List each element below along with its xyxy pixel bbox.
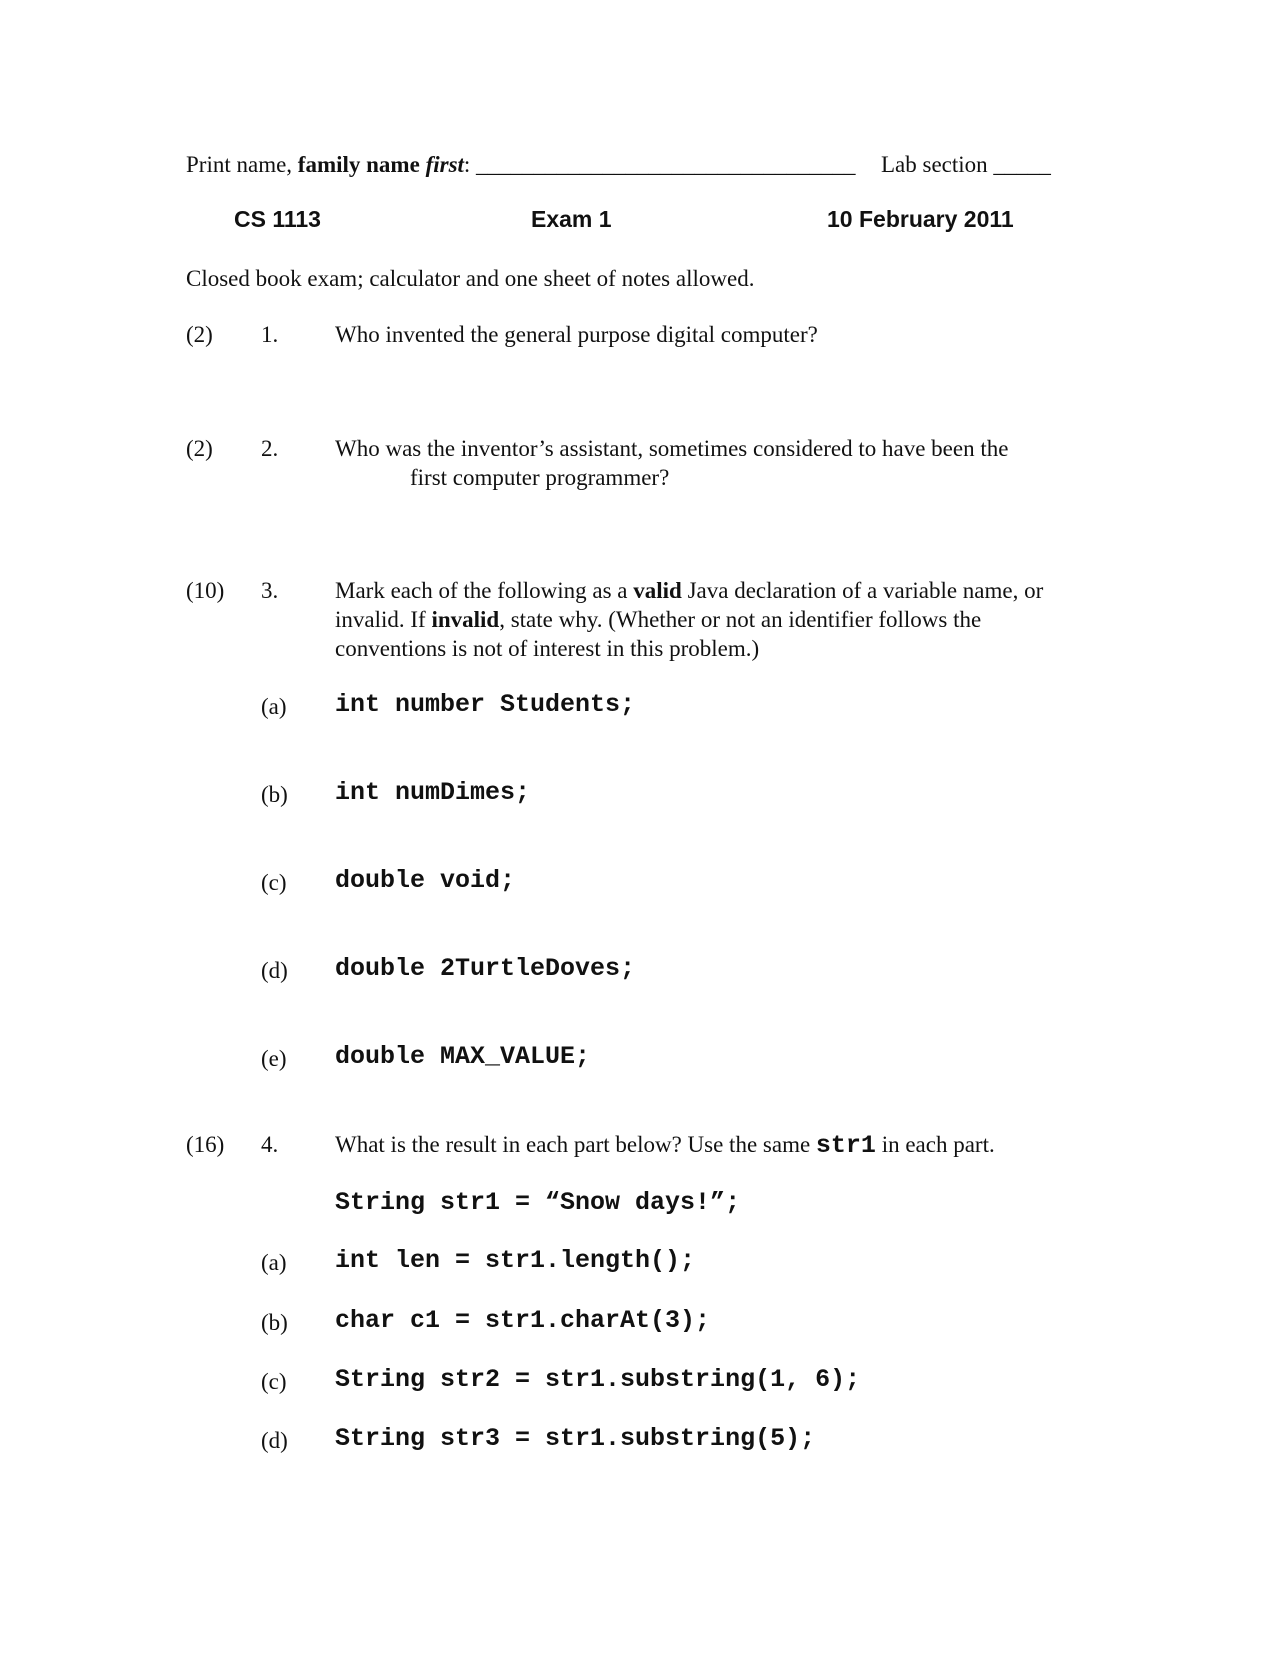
- q1-text: Who invented the general purpose digital computer?: [335, 322, 818, 347]
- q3d-code: double 2TurtleDoves;: [335, 954, 636, 983]
- q4-points: (16): [186, 1132, 225, 1157]
- q4-given-code: String str1 = “Snow days!”;: [335, 1188, 741, 1217]
- q3e-label: (e): [261, 1046, 287, 1071]
- q2-number: 2.: [261, 436, 279, 461]
- q4-text: [335, 1130, 995, 1160]
- q3-number: 3.: [261, 578, 279, 603]
- q4d-label: (d): [261, 1428, 288, 1453]
- exam-date: 10 February 2011: [827, 206, 1014, 232]
- q4-text-part1: What is the result in each part below? Use the same: [335, 1132, 816, 1157]
- q3c-label: (c): [261, 870, 287, 895]
- q4-text-part2: in each part.: [875, 1132, 995, 1157]
- name-suffix: :: [463, 152, 477, 177]
- course-title: CS 1113: [234, 206, 321, 232]
- q4b-label: (b): [261, 1310, 288, 1335]
- name-line: [186, 150, 856, 179]
- lab-label: Lab section: [881, 152, 994, 177]
- q4c-label: (c): [261, 1369, 287, 1394]
- q2-text-line1: Who was the inventor’s assistant, sometimes considered to have been the: [335, 436, 1009, 461]
- q4a-label: (a): [261, 1250, 287, 1275]
- q4a-code: int len = str1.length();: [335, 1246, 696, 1275]
- name-bold-italic: first: [425, 152, 464, 177]
- q3b-code: int numDimes;: [335, 778, 531, 807]
- name-blank: _________________________________: [476, 152, 856, 177]
- exam-title: Exam 1: [531, 206, 612, 232]
- q3e-code: double MAX_VALUE;: [335, 1042, 591, 1071]
- instructions: Closed book exam; calculator and one sheet of notes allowed.: [186, 266, 755, 291]
- name-bold: family name: [297, 152, 420, 177]
- q3-text-part1: Mark each of the following as a: [335, 578, 634, 603]
- q3d-label: (d): [261, 958, 288, 983]
- q3-points: (10): [186, 578, 225, 603]
- q2-text-line2: first computer programmer?: [410, 465, 670, 490]
- q4b-code: char c1 = str1.charAt(3);: [335, 1306, 711, 1335]
- lab-section-line: [881, 150, 1051, 179]
- q3c-code: double void;: [335, 866, 516, 895]
- q3a-label: (a): [261, 694, 287, 719]
- q3a-code: int number Students;: [335, 690, 636, 719]
- q4c-code: String str2 = str1.substring(1, 6);: [335, 1365, 861, 1394]
- q3b-label: (b): [261, 782, 288, 807]
- q4d-code: String str3 = str1.substring(5);: [335, 1424, 816, 1453]
- q4-number: 4.: [261, 1132, 279, 1157]
- q3-invalid-bold: invalid: [431, 607, 500, 632]
- q3-text-part3: , state why. (Whether or not an identifier follows the conventions is not of interest in this problem.): [335, 607, 982, 661]
- lab-blank: _____: [993, 152, 1051, 177]
- q3-text-part2: Java declaration of a variable name, or invalid. If: [335, 578, 1044, 632]
- q1-points: (2): [186, 322, 213, 347]
- q1-number: 1.: [261, 322, 279, 347]
- q2-points: (2): [186, 436, 213, 461]
- q4-str1-code: str1: [815, 1131, 876, 1160]
- q3-valid-bold: valid: [633, 578, 682, 603]
- q3-text: [335, 576, 1087, 663]
- name-prefix: Print name,: [186, 152, 298, 177]
